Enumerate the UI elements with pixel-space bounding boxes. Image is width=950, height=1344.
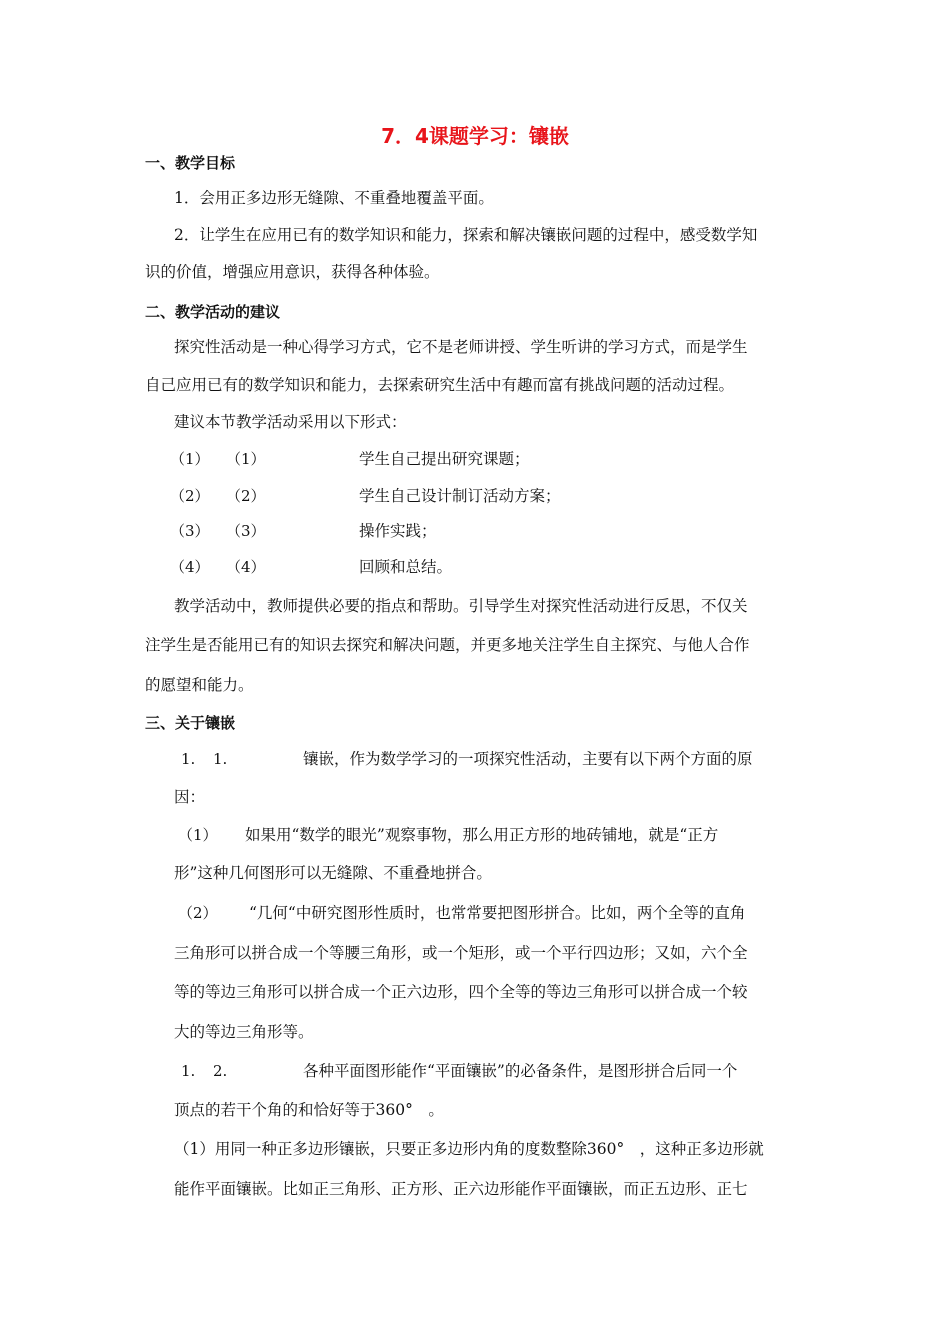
paragraph-line: “几何“中研究图形性质时，也常常要把图形拼合。比如，两个全等的直角 (249, 904, 746, 922)
paragraph-line: 1．会用正多边形无缝隙、不重叠地覆盖平面。 (174, 189, 494, 207)
list-item-marker: （3） (170, 522, 210, 540)
paragraph-line: 探究性活动是一种心得学习方式，它不是老师讲授、学生听讲的学习方式，而是学生 (174, 338, 748, 356)
paragraph-line: 形”这种几何图形可以无缝隙、不重叠地拼合。 (174, 864, 492, 882)
list-item-marker: （3） (226, 522, 266, 540)
list-item-marker: 2. (213, 1062, 228, 1080)
list-item: 操作实践； (359, 522, 437, 540)
list-item-marker: 1. (181, 1062, 196, 1080)
paragraph-line: 能作平面镶嵌。比如正三角形、正方形、正六边形能作平面镶嵌，而正五边形、正七 (174, 1180, 748, 1198)
paragraph-line: 的愿望和能力。 (145, 676, 254, 694)
list-item-marker: 1. (181, 750, 196, 768)
list-item: 学生自己设计制订活动方案； (359, 487, 561, 505)
paragraph-line: 如果用“数学的眼光”观察事物，那么用正方形的地砖铺地，就是“正方 (245, 826, 719, 844)
list-item-marker: （2） (178, 904, 218, 922)
list-item-marker: （1） (178, 826, 218, 844)
list-item-marker: 1. (213, 750, 228, 768)
list-item-marker: （1） (226, 450, 266, 468)
section-heading-objectives: 一、教学目标 (145, 154, 236, 172)
page-title: 7．4课题学习：镶嵌 (381, 124, 569, 148)
list-item-marker: （1） (170, 450, 210, 468)
paragraph-line: 各种平面图形能作“平面镶嵌”的必备条件，是图形拼合后同一个 (303, 1062, 738, 1080)
list-item-marker: （4） (226, 558, 266, 576)
paragraph-line: 三角形可以拼合成一个等腰三角形，或一个矩形，或一个平行四边形；又如，六个全 (174, 944, 748, 962)
paragraph-line: 建议本节教学活动采用以下形式： (174, 413, 407, 431)
section-heading-activity-suggestions: 二、教学活动的建议 (145, 303, 281, 321)
paragraph-line: 因： (174, 788, 206, 806)
section-heading-tessellation: 三、关于镶嵌 (145, 714, 236, 732)
paragraph-line: 教学活动中，教师提供必要的指点和帮助。引导学生对探究性活动进行反思，不仅关 (174, 597, 748, 615)
paragraph-line: 自己应用已有的数学知识和能力，去探索研究生活中有趣而富有挑战问题的活动过程。 (145, 376, 735, 394)
list-item-marker: （2） (170, 487, 210, 505)
paragraph-line: 识的价值，增强应用意识，获得各种体验。 (145, 263, 440, 281)
paragraph-line: 注学生是否能用已有的知识去探究和解决问题，并更多地关注学生自主探究、与他人合作 (145, 636, 750, 654)
paragraph-line: 镶嵌，作为数学学习的一项探究性活动，主要有以下两个方面的原 (303, 750, 753, 768)
list-item: 回顾和总结。 (359, 558, 453, 576)
list-item-marker: （2） (226, 487, 266, 505)
list-item-marker: （4） (170, 558, 210, 576)
paragraph-line: 2．让学生在应用已有的数学知识和能力，探索和解决镶嵌问题的过程中，感受数学知 (174, 226, 758, 244)
list-item: 学生自己提出研究课题； (359, 450, 530, 468)
paragraph-line: 顶点的若干个角的和恰好等于360° 。 (174, 1101, 444, 1119)
paragraph-line: （1）用同一种正多边形镶嵌，只要正多边形内角的度数整除360° ，这种正多边形就 (174, 1140, 764, 1158)
paragraph-line: 大的等边三角形等。 (174, 1023, 314, 1041)
paragraph-line: 等的等边三角形可以拼合成一个正六边形，四个全等的等边三角形可以拼合成一个较 (174, 983, 748, 1001)
